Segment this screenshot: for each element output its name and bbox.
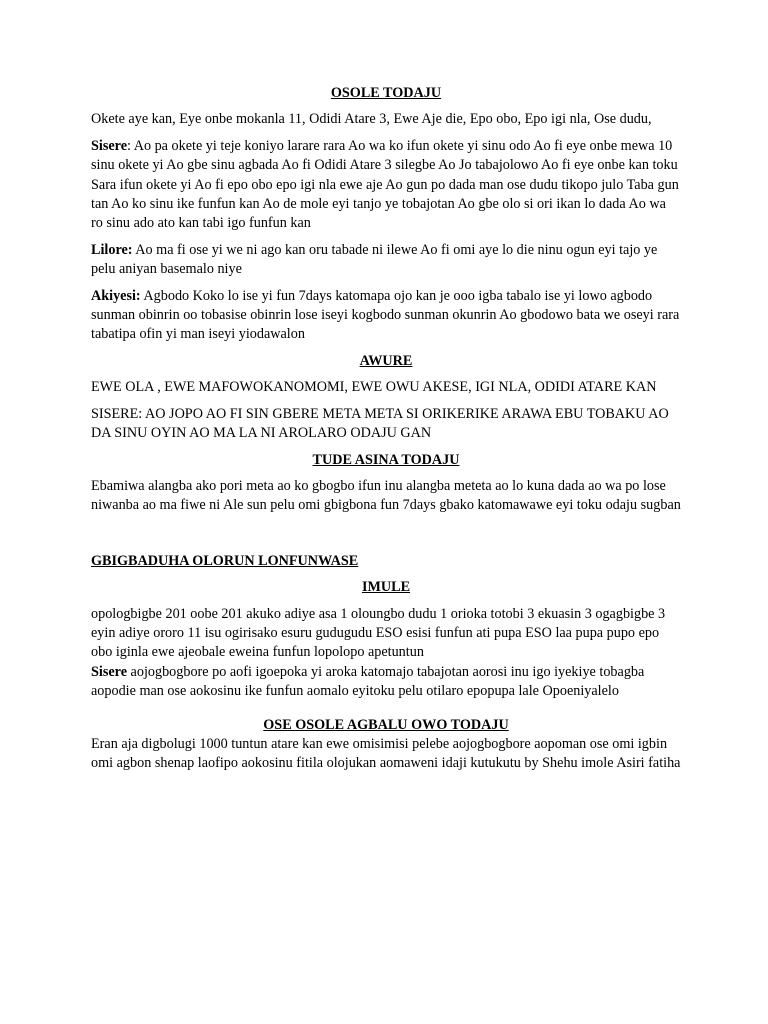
- sisere-label: Sisere: [91, 137, 127, 154]
- heading-osole-todaju: OSOLE TODAJU: [330, 85, 442, 101]
- heading-awure: AWURE: [359, 352, 413, 369]
- imule-paragraph: opologbigbe 201 oobe 201 akuko adiye asa 1 oloungbo dudu 1 orioka totobi 3 ekuasin 3 ogagbigbe 3 eyin adiye ororo 11 isu ogirisako esuru gudugudu ESO esisi funfun ati pupa ESO laa pupa pupo epo obo iginla ewe ajeobale eweina funfun lopolopo apetuntun: [91, 605, 666, 661]
- akiyesi-label: Akiyesi:: [91, 287, 141, 304]
- imule-sisere-label: Sisere: [91, 663, 127, 680]
- imule-sisere-text: aojogbogbore po aofi igoepoka yi aroka katomajo tabajotan aorosi inu igo iyekiye tobagba aopodie man ose aokosinu ike funfun aomalo eyitoku pelu otilaro epopupa lale Opoeniyalelo: [91, 663, 645, 700]
- ose-osole-paragraph: Eran aja digbolugi 1000 tuntun atare kan ewe omisimisi pelebe aojogbogbore aopoman ose omi igbin omi agbon shenap laofipo aokosinu fitila olojukan aomaweni idaji kutukutu by Shehu imole Asiri fatiha: [91, 735, 681, 772]
- heading-imule: IMULE: [361, 579, 411, 596]
- sisere-text: : Ao pa okete yi teje koniyo larare rara Ao wa ko ifun okete yi sinu odo Ao fi eye onbe mewa 10 sinu okete yi Ao gbe sinu agbada Ao fi Odidi Atare 3 silegbe Ao Jo tabajolowo Ao fi eye onbe kan toku Sara ifun okete yi Ao fi epo obo epo igi nla ewe aje Ao gun po dada man ose dudu tikopo julo Taba gun tan Ao ko sinu ike funfun kan Ao de mole eyi tanjo ye tobajotan Ao gbe olo si ori ikan lo dada Ao wa ro sinu ado ato kan tabi igo funfun kan: [91, 137, 679, 232]
- lilore-label: Lilore:: [91, 241, 133, 258]
- akiyesi-text: Agbodo Koko lo ise yi fun 7days katomapa ojo kan je ooo igba tabalo ise yi lowo agbodo sunman obinrin oo tobasise obinrin lose iseyi kogbodo sunman okunrin Ao gbodowo bata we oseyi rara tabatipa ofin yi man iseyi yiodawalon: [91, 287, 680, 343]
- lilore-paragraph: [91, 241, 681, 280]
- heading-tude-asina: TUDE ASINA TODAJU: [312, 451, 460, 468]
- awure-sisere: SISERE: AO JOPO AO FI SIN GBERE META META SI ORIKERIKE ARAWA EBU TOBAKU AO DA SINU OYIN AO MA LA NI AROLARO ODAJU GAN: [91, 405, 669, 442]
- akiyesi-paragraph: [91, 287, 681, 345]
- document-page: [91, 84, 681, 781]
- lilore-text: Ao ma fi ose yi we ni ago kan oru tabade ni ilewe Ao fi omi aye lo die ninu ogun eyi tajo ye pelu aniyan basemalo niye: [91, 241, 658, 278]
- sisere-paragraph: [91, 137, 681, 234]
- awure-ingredients: EWE OLA , EWE MAFOWOKANOMOMI, EWE OWU AKESE, IGI NLA, ODIDI ATARE KAN: [91, 379, 657, 396]
- tude-asina-paragraph: Ebamiwa alangba ako pori meta ao ko gbogbo ifun inu alangba meteta ao lo kuna dada ao wa po lose niwanba ao ma fiwe ni Ale sun pelu omi gbigbona fun 7days gbako katomawawe eyi toku odaju sugban: [91, 477, 681, 514]
- heading-gbigbaduha: GBIGBADUHA OLORUN LONFUNWASE: [91, 552, 359, 569]
- blank-line: [91, 523, 681, 552]
- ingredients-paragraph: Okete aye kan, Eye onbe mokanla 11, Odidi Atare 3, Ewe Aje die, Epo obo, Epo igi nla, Ose dudu,: [91, 111, 652, 128]
- imule-sisere-paragraph: [91, 663, 681, 702]
- heading-ose-osole-agbalu: OSE OSOLE AGBALU OWO TODAJU: [263, 716, 509, 733]
